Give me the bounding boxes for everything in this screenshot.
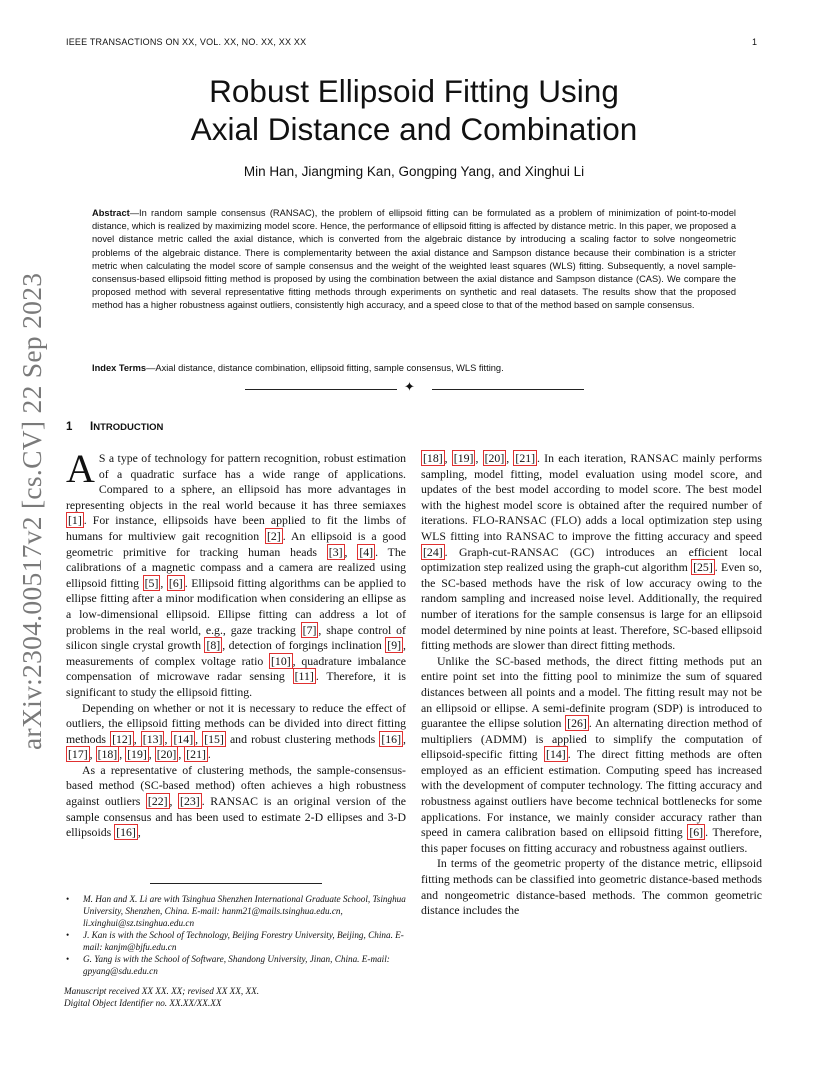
paragraph: [18] , [19] , [20] , [21] . In each iteration, RANSAC mainly performs sampling, model fitting, model evaluation using model score, and updates of the best model according to model score. The best model with the highest model score is obtained after the required number of iterations. FLO-RANSAC (FLO) adds a local optimization step using WLS fitting into RANSAC to improve the fitting accuracy and speed [24] . Graph-cut-RANSAC (GC) introduces an efficient local optimization step realized using the graph-cut algorithm [25] . Even so, the SC-based methods have the risk of low accuracy owing to the random sampling and increased noise level. Additionally, the required number of iterations for the sample consensus is large for an ellipsoid model determined by nine points at least. Therefore, SC-based ellipsoid fitting methods are slower than direct fitting methods.	[421, 451, 762, 653]
citation-link[interactable]: [2]	[266, 528, 281, 543]
drop-cap: A	[66, 446, 95, 491]
citation-link[interactable]: [24]	[423, 544, 443, 559]
citation-link[interactable]: [11]	[294, 669, 314, 684]
divider-line-right	[432, 389, 584, 390]
footnote-text: J. Kan is with the School of Technology, Beijing Forestry University, Beijing, China. E-mail: kanjm@bjfu.edu.cn	[83, 930, 404, 952]
citation-link[interactable]: [6]	[689, 825, 704, 840]
citation-link[interactable]: [18]	[423, 451, 443, 465]
footnote-text: G. Yang is with the School of Software, Shandong University, Jinan, China. E-mail: gpyang@sdu.edu.cn	[83, 954, 390, 976]
citation-link[interactable]: [19]	[127, 747, 147, 762]
abstract-text: —In random sample consensus (RANSAC), the problem of ellipsoid fitting can be formulated as a problem of minimization of point-to-model distance, which is realized by maximizing model score. Hence, the performance of ellipsoid fitting is affected by distance metric. In this paper, we proposed a novel distance metric called the axial distance, which is converted from the algebraic distance by introducing a scaling factor to solve nongeometric problems of the algebraic distance. There is complementarity between the axial distance and Sampson distance because their combination is a stricter metric when calculating the model score of sample consensus and the weight of the weighted least squares (WLS) fitting. Subsequently, a novel sample-consensus-based ellipsoid fitting method is proposed by using the combination between the axial distance and Sampson distance (CAS). We compare the proposed method with several representative fitting methods through experiments on synthetic and real datasets. The results show that the proposed method has a higher robustness against outliers, consistently high accuracy, and a speed close to that of the method based on sample consensus.	[92, 208, 736, 311]
right-column	[421, 451, 762, 919]
bullet-icon: •	[66, 930, 70, 940]
index-terms	[92, 362, 736, 375]
citation-link[interactable]: [6]	[168, 575, 183, 590]
citation-link[interactable]: [18]	[97, 747, 118, 762]
citation-link[interactable]: [26]	[567, 716, 587, 731]
citation-link[interactable]: [20]	[156, 747, 177, 762]
citation-link[interactable]: [20]	[484, 451, 505, 465]
citation-link[interactable]: [3]	[328, 544, 343, 559]
title-line-2: Axial Distance and Combination	[190, 111, 638, 147]
section-heading	[66, 421, 163, 433]
abstract-label: Abstract	[92, 208, 130, 218]
paragraph: Unlike the SC-based methods, the direct fitting methods put an entire point set into the fitting pool to minimize the sum of squared distances between all points and a model. The fitting result may not be an ellipsoid or ellipse. A semi-definite program (SDP) is introduced to guarantee the ellipse solution [26] . An alternating direction method of multipliers (ADMM) is applied to simplify the computation of ellipsoid-specific fitting [14] . The direct fitting methods are often employed as an efficient estimation. Computing speed has increased with the development of computer technology. The fitting accuracy and robustness against outliers have become technical bottlenecks for some applications. For instance, we mainly consider accuracy rather than speed in camera calibration based on ellipsoid fitting [6] . Therefore, this paper focuses on fitting accuracy and robustness against outliers.	[421, 653, 762, 855]
index-terms-label: Index Terms	[92, 363, 147, 373]
citation-link[interactable]: [14]	[546, 747, 566, 762]
divider-line-left	[245, 389, 397, 390]
bullet-icon: •	[66, 954, 70, 964]
left-column	[66, 446, 407, 841]
paragraph-body: S a type of technology for pattern recognition, robust estimation of a quadratic surface has a wide range of applications. Compared to a sphere, an ellipsoid has more advantages in representing objects in the real world because it has three semiaxes [1] . For instance, ellipsoids have been applied to fit the limbs of humans for multiview gait recognition [2] . An ellipsoid is a good geometric primitive for tracking human heads [3] , [4] . The calibrations of a magnetic compass and a camera are realized using ellipsoid fitting [5] , [6] . Ellipsoid fitting algorithms can be applied to ellipse fitting after a minor modification when considering an ellipse as a low-dimensional ellipsoid. Ellipse fitting can address a lot of problems in the real world, e.g., gaze tracking [7] , shape control of silicon single crystal growth [8] , detection of forgings inclination [9] , measurements of complex voltage ratio [10] , quadrature imbalance compensation of microwave radar sensing [11] . Therefore, it is significant to study the ellipsoid fitting.	[66, 451, 407, 699]
citation-link[interactable]: [10]	[271, 653, 291, 668]
paragraph	[66, 446, 407, 701]
section-title-rest: NTRODUCTION	[93, 422, 164, 433]
citation-link[interactable]: [5]	[144, 575, 159, 590]
citation-link[interactable]: [8]	[206, 638, 221, 653]
paper-title	[66, 72, 762, 148]
divider-star-icon: ✦	[404, 380, 415, 395]
citation-link[interactable]: [14]	[173, 731, 194, 746]
citation-link[interactable]: [7]	[302, 622, 317, 637]
footnote	[64, 929, 406, 953]
footnote-text: M. Han and X. Li are with Tsinghua Shenzhen International Graduate School, Tsinghua University, Shenzhen, China. E-mail: hanm21@mails.tsinghua.edu.cn, li.xinghui@sz.tsinghua.edu.cn	[83, 894, 406, 928]
citation-link[interactable]: [4]	[359, 544, 374, 559]
footnote	[64, 953, 406, 977]
manuscript-received-line: Manuscript received XX XX. XX; revised XX XX, XX.	[64, 986, 259, 996]
running-head: IEEE TRANSACTIONS ON XX, VOL. XX, NO. XX, XX XX	[66, 37, 307, 47]
paragraph: As a representative of clustering methods, the sample-consensus-based method (SC-based method) often achieves a high robustness against outliers [22] , [23] . RANSAC is an original version of the sample consensus and has been used to estimate 2-D ellipses and 3-D ellipsoids [16] ,	[66, 762, 406, 840]
citation-link[interactable]: [22]	[147, 794, 168, 809]
citation-link[interactable]: [21]	[186, 747, 206, 762]
citation-link[interactable]: [13]	[142, 731, 163, 746]
citation-link[interactable]: [9]	[387, 638, 402, 653]
paragraph: Depending on whether or not it is necessary to reduce the effect of outliers, the ellipsoid fitting methods can be divided into direct fitting methods [12] , [13] , [14] , [15] and robust clustering methods [16] , [17] , [18] , [19] , [20] , [21] .	[66, 700, 406, 762]
page-number: 1	[752, 37, 758, 47]
index-terms-text: —Axial distance, distance combination, ellipsoid fitting, sample consensus, WLS fitting.	[146, 363, 504, 373]
manuscript-info	[64, 985, 406, 1009]
citation-link[interactable]: [15]	[204, 731, 224, 746]
citation-link[interactable]: [12]	[112, 731, 132, 746]
citation-link[interactable]: [16]	[381, 731, 402, 746]
abstract	[92, 207, 736, 313]
citation-link[interactable]: [17]	[68, 747, 88, 762]
citation-link[interactable]: [19]	[453, 451, 474, 465]
footnote	[64, 893, 406, 929]
footnote-rule	[150, 883, 322, 884]
citation-link[interactable]: [21]	[515, 451, 536, 465]
citation-link[interactable]: [1]	[68, 513, 82, 528]
bullet-icon: •	[66, 894, 70, 904]
footnote-list	[64, 893, 406, 977]
section-title-initial: I	[90, 421, 94, 433]
doi-line: Digital Object Identifier no. XX.XX/XX.XX	[64, 998, 222, 1008]
citation-link[interactable]: [25]	[693, 560, 713, 575]
citation-link[interactable]: [16]	[116, 825, 136, 840]
arxiv-sidebar-stamp: arXiv:2304.00517v2 [cs.CV] 22 Sep 2023	[16, 272, 47, 750]
citation-link[interactable]: [23]	[180, 794, 200, 809]
title-line-1: Robust Ellipsoid Fitting Using	[209, 73, 619, 109]
author-list: Min Han, Jiangming Kan, Gongping Yang, and Xinghui Li	[243, 164, 585, 179]
paragraph: In terms of the geometric property of the distance metric, ellipsoid fitting methods can be classified into geometric distance-based methods and nongeometric distance-based methods. The common geometric distance includes the	[421, 856, 762, 918]
section-number: 1	[66, 421, 73, 433]
